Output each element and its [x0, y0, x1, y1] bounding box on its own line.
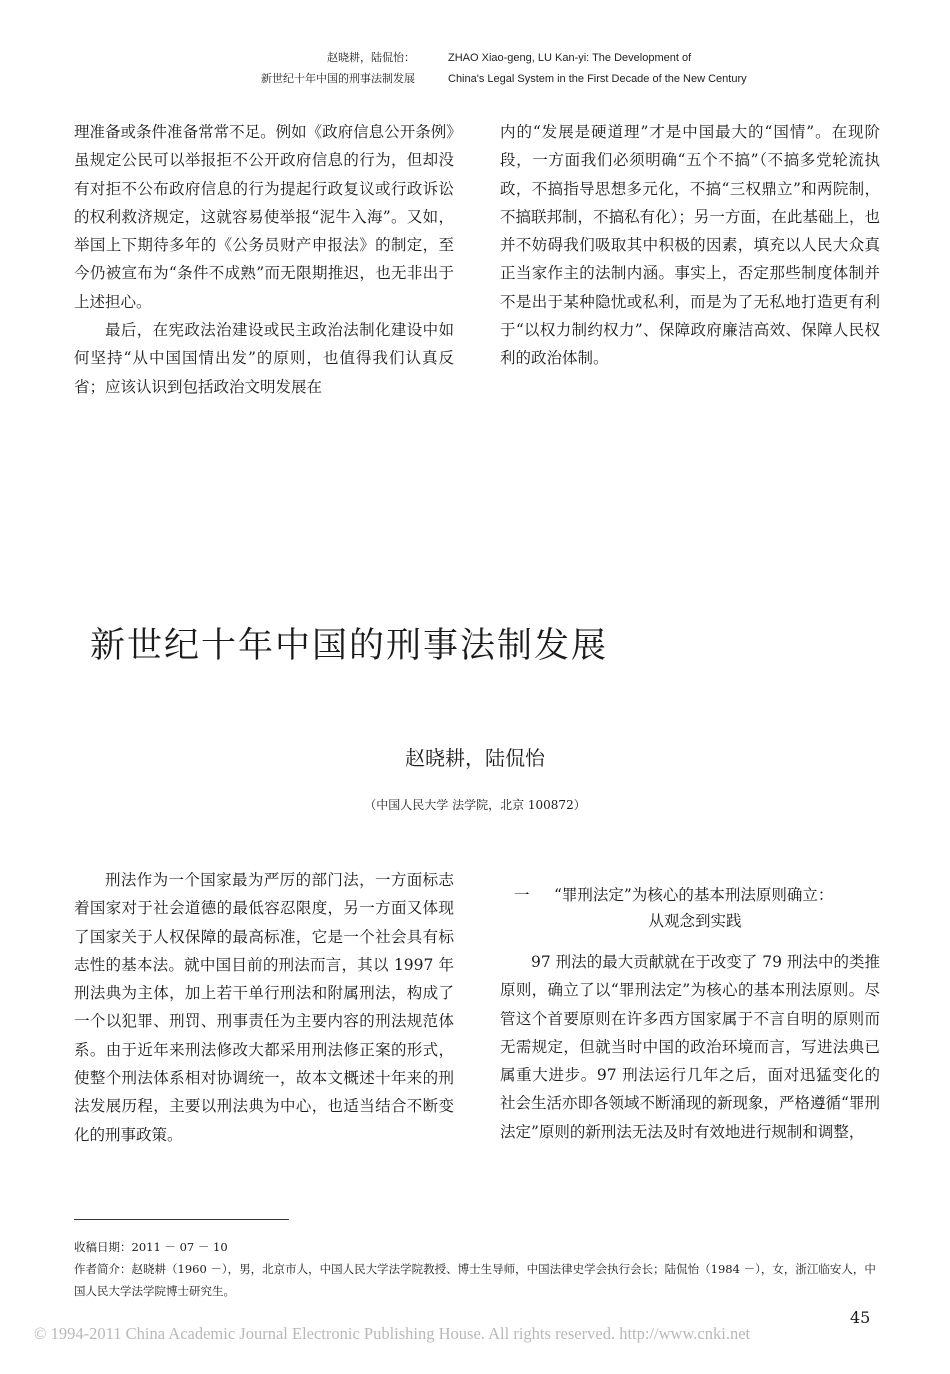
article-title: 新世纪十年中国的刑事法制发展: [90, 626, 609, 666]
footnote-author-bio: 作者简介：赵晓耕（1960 －），男，北京市人，中国人民大学法学院教授、博士生导师，中国法律史学会执行会长；陆侃怡（1984 －），女，浙江临安人，中国人民大学法学院博士研究生。: [74, 1262, 876, 1298]
paragraph: 理准备或条件准备常常不足。例如《政府信息公开条例》虽规定公民可以举报拒不公开政府信息的行为，但却没有对拒不公布政府信息的行为提起行政复议或行政诉讼的权利救济规定，这就容易使举报“泥牛入海”。又如，举国上下期待多年的《公务员财产申报法》的制定，至今仍被宣布为“条件不成熟”而无限期推迟，也无非出于上述担心。: [74, 123, 454, 311]
paragraph: 刑法作为一个国家最为严厉的部门法，一方面标志着国家对于社会道德的最低容忍限度，另一方面又体现了国家关于人权保障的最高标准，它是一个社会具有标志性的基本法。就中国目前的刑法而言，其以 1997 年刑法典为主体，加上若干单行刑法和附属刑法，构成了一个以犯罪、刑罚、刑事责任为主要内容的刑法规范体系。由于近年来刑法修改大都采用刑法修正案的形式，使整个刑法体系相对协调统一，故本文概述十年来的刑法发展历程，主要以刑法典为中心，也适当结合不断变化的刑事政策。: [74, 871, 454, 1144]
section-body-column: [500, 948, 880, 1146]
paragraph: 97 刑法的最大贡献就在于改变了 79 刑法中的类推原则，确立了以“罪刑法定”为核心的基本刑法原则。尽管这个首要原则在许多西方国家属于不言自明的原则而无需规定，但就当时中国的政治环境而言，写进法典已属重大进步。97 刑法运行几年之后，面对迅猛变化的社会生活亦即各领域不断涌现的新现象，严格遵循“罪刑法定”原则的新刑法无法及时有效地进行规制和调整，: [500, 953, 880, 1141]
running-header-authors-en: ZHAO Xiao-geng, LU Kan-yi: The Development of: [448, 52, 692, 64]
section-number: 一: [514, 886, 530, 904]
section-heading-line2: 从观念到实践: [648, 912, 742, 930]
footnote-received-date: 收稿日期：2011 － 07 － 10: [74, 1240, 228, 1254]
page-number: 45: [850, 1308, 871, 1327]
previous-article-left-column: [74, 118, 454, 401]
running-header-chinese: [261, 48, 415, 90]
running-header-title-en: China's Legal System in the First Decade of the New Century: [448, 73, 747, 85]
section-heading-text: “罪刑法定”为核心的基本刑法原则确立：: [554, 886, 834, 904]
footnotes: [74, 1236, 884, 1302]
publisher-watermark: © 1994-2011 China Academic Journal Electronic Publishing House. All rights reserved. http://www.cnki.net: [34, 1324, 751, 1343]
running-header-english: [448, 48, 747, 90]
article-authors: 赵晓耕，陆侃怡: [405, 746, 545, 770]
section-heading: [500, 882, 880, 934]
running-header-authors-cn: 赵晓耕，陆侃怡：: [327, 52, 415, 64]
intro-column: [74, 866, 454, 1149]
running-header-title-cn: 新世纪十年中国的刑事法制发展: [261, 73, 415, 85]
footnote-divider: [74, 1219, 289, 1220]
paragraph: 内的“发展是硬道理”才是中国最大的“国情”。在现阶段，一方面我们必须明确“五个不搞”（不搞多党轮流执政，不搞指导思想多元化，不搞“三权鼎立”和两院制，不搞联邦制，不搞私有化）；另一方面，在此基础上，也并不妨碍我们吸取其中积极的因素，填充以人民大众真正当家作主的法制内涵。事实上，否定那些制度体制并不是出于某种隐忧或私利，而是为了无私地打造更有利于“以权力制约权力”、保障政府廉洁高效、保障人民权利的政治体制。: [500, 123, 880, 368]
paragraph: 最后，在宪政法治建设或民主政治法制化建设中如何坚持“从中国国情出发”的原则，也值得我们认真反省；应该认识到包括政治文明发展在: [74, 321, 454, 396]
section-heading-line1: [500, 882, 880, 908]
author-affiliation: （中国人民大学 法学院，北京 100872）: [364, 798, 586, 812]
previous-article-right-column: [500, 118, 880, 373]
